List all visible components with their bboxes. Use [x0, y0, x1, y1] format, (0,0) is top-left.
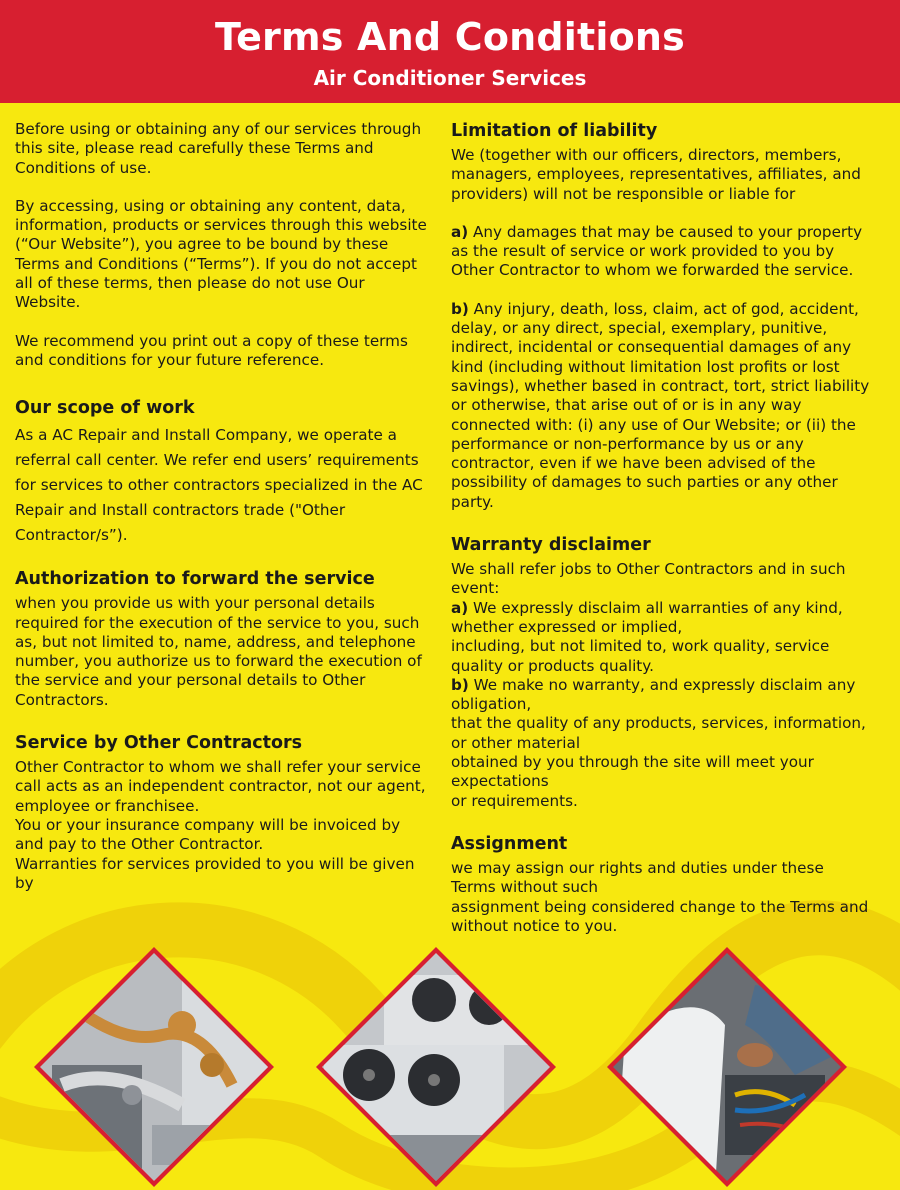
item-b-label: b) [451, 299, 469, 318]
scope-heading: Our scope of work [15, 398, 195, 419]
liability-item-b [451, 300, 871, 512]
left-column [15, 120, 433, 893]
authorization-paragraph: when you provide us with your personal details required for the execution of the service to you, such as, but not limited to, name, address, and telephone number, you authorize us to forward the execution of the service and your personal details to Other Contractors. [15, 594, 422, 709]
warranty-line-1: We shall refer jobs to Other Contractors and in such event: [451, 560, 846, 598]
ac-valves-photo [32, 945, 276, 1189]
warranty-item-a [451, 599, 871, 638]
liability-item-a [451, 223, 871, 281]
intro-paragraph-1: Before using or obtaining any of our services through this site, please read carefully these Terms and Conditions of use. [15, 120, 422, 177]
service-line-2: You or your insurance company will be invoiced by and pay to the Other Contractor. [15, 815, 401, 854]
intro-paragraph-2: By accessing, using or obtaining any content, data, information, products or services through this website (“Our Website”), you agree to be bound by these Terms and Conditions (“Terms”). If you do not accept all of these terms, then please do not use Our Website. [15, 196, 427, 312]
warranty-a-text: We expressly disclaim all warranties of any kind, whether expressed or implied, [451, 598, 843, 636]
liability-heading: Limitation of liability [451, 121, 658, 141]
warranty-line-6: obtained by you through the site will meet your expectations [451, 753, 814, 791]
ac-units-photo [314, 945, 558, 1189]
warranty-heading: Warranty disclaimer [451, 535, 651, 556]
page-title: Terms And Conditions [215, 15, 685, 59]
warranty-a-label: a) [451, 598, 469, 617]
warranty-b-label: b) [451, 675, 469, 694]
service-line-1: Other Contractor to whom we shall refer your service call acts as an independent contractor, not our agent, employee or franchisee. [15, 758, 426, 815]
warranty-line-7: or requirements. [451, 791, 578, 810]
page-subtitle: Air Conditioner Services [313, 66, 587, 90]
assignment-line-2: assignment being considered change to the Terms and without notice to you. [451, 897, 869, 935]
service-heading: Service by Other Contractors [15, 733, 303, 754]
warranty-b-text: We make no warranty, and expressly disclaim any obligation, [451, 675, 856, 714]
liability-a-text: Any damages that may be caused to your property as the result of service or work provided to you by Other Contractor to whom we forwarded the service. [451, 222, 863, 280]
service-line-3: Warranties for services provided to you will be given by [15, 854, 415, 892]
warranty-line-5: that the quality of any products, services, information, or other material [451, 714, 866, 752]
warranty-item-b [451, 676, 871, 715]
liability-intro: We (together with our officers, directors, members, managers, employees, representatives, affiliates, and providers) will not be responsible or liable for [451, 146, 861, 203]
warranty-line-3: including, but not limited to, work quality, service quality or products quality. [451, 637, 830, 675]
liability-b-text: Any injury, death, loss, claim, act of god, accident, delay, or any direct, special, exemplary, punitive, indirect, incidental or consequential damages of any kind (including without limitation lost profits or lost savings), whether based in contract, tort, strict liability or otherwise, that arise out of or is in any way connected with: (i) any use of Our Website; or (ii) the performance or non-performance by us or any contractor, even if we have been advised of the possibility of damages to such parties or any other party. [451, 299, 870, 511]
page-header [0, 0, 900, 103]
intro-paragraph-3: We recommend you print out a copy of these terms and conditions for your future reference. [15, 331, 408, 369]
item-a-label: a) [451, 222, 469, 241]
technician-photo [605, 945, 849, 1189]
assignment-line-1: we may assign our rights and duties under these Terms without such [451, 858, 824, 897]
scope-paragraph: As a AC Repair and Install Company, we operate a referral call center. We refer end users’ requirements for services to other contractors specialized in the AC Repair and Install contractors trade ("Other Contractor/s”). [15, 426, 423, 545]
authorization-heading: Authorization to forward the service [15, 569, 375, 590]
assignment-heading: Assignment [451, 833, 568, 854]
right-column [451, 120, 871, 936]
